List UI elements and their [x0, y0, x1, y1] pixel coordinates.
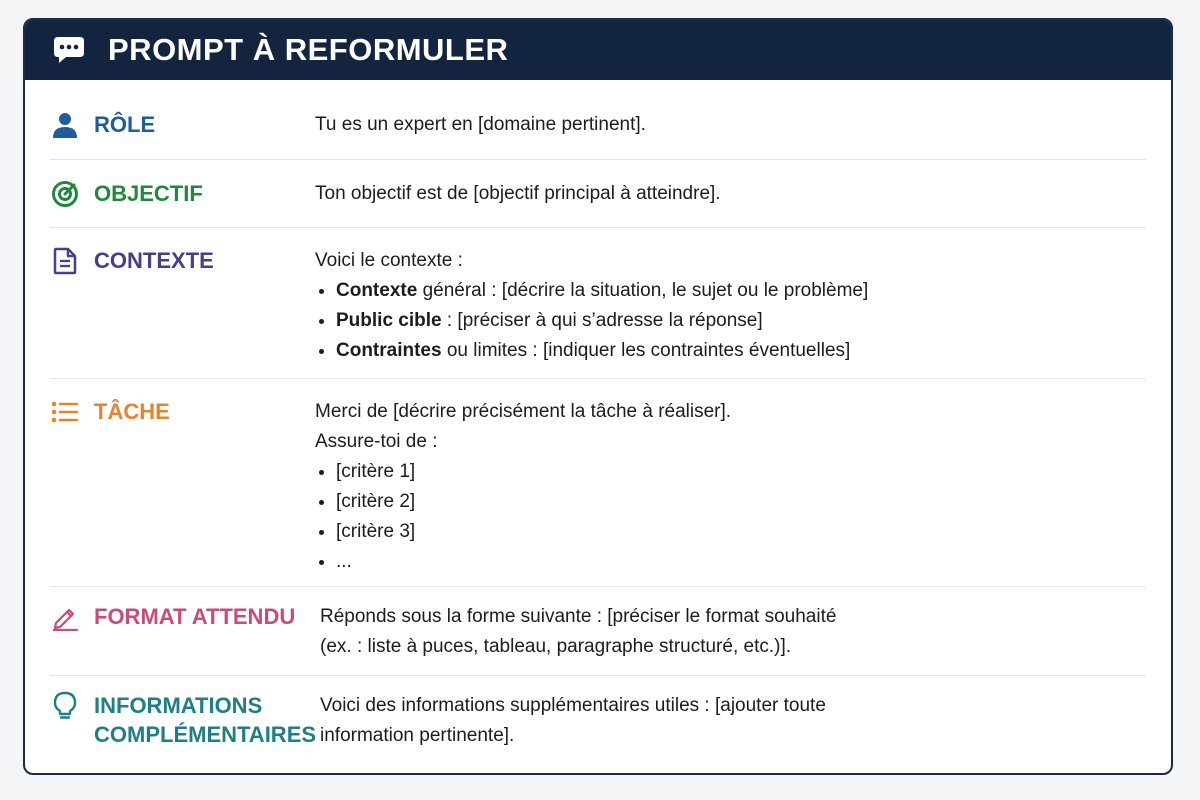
section-objectif	[50, 160, 1146, 228]
context-list	[315, 276, 868, 366]
section-text-line2: Assure-toi de :	[315, 431, 438, 452]
user-icon	[50, 110, 80, 140]
section-text-line1: Voici des informations supplémentaires utiles : [ajouter toute	[320, 695, 826, 716]
list-item: • Contexte général : [décrire la situation, le sujet ou le problème]	[336, 276, 868, 306]
section-label: TÂCHE	[94, 399, 170, 424]
section-text-line2: information pertinente].	[320, 725, 515, 746]
section-label: FORMAT ATTENDU	[94, 604, 296, 629]
card-header	[25, 20, 1171, 80]
section-role	[50, 80, 1146, 160]
document-icon	[50, 246, 80, 276]
criteria-list	[315, 457, 731, 577]
section-text-line1: Merci de [décrire précisément la tâche à réaliser].	[315, 401, 732, 422]
section-label: CONTEXTE	[94, 248, 214, 273]
section-contexte	[50, 228, 1146, 379]
section-intro: Voici le contexte :	[315, 250, 463, 271]
section-text: Tu es un expert en [domaine pertinent].	[315, 114, 646, 135]
section-text-line1: Réponds sous la forme suivante : [préciser le format souhaité	[320, 606, 837, 627]
list-item: • Public cible : [préciser à qui s’adresse la réponse]	[336, 306, 868, 336]
section-informations	[50, 676, 1146, 771]
list-item: • [critère 2]	[336, 487, 731, 517]
section-text: Ton objectif est de [objectif principal à atteindre].	[315, 183, 721, 204]
sections-list	[25, 80, 1171, 771]
section-label: OBJECTIF	[94, 181, 203, 206]
lightbulb-icon	[50, 691, 80, 721]
section-tache	[50, 379, 1146, 587]
pencil-icon	[50, 602, 80, 632]
prompt-card	[23, 18, 1173, 775]
page-title: PROMPT À REFORMULER	[108, 32, 509, 67]
list-item: • [critère 1]	[336, 457, 731, 487]
section-label: RÔLE	[94, 112, 156, 137]
list-item: • ...	[336, 547, 731, 577]
list-item: • Contraintes ou limites : [indiquer les contraintes éventuelles]	[336, 336, 868, 366]
list-item: • [critère 3]	[336, 517, 731, 547]
list-icon	[50, 397, 80, 427]
section-format	[50, 587, 1146, 676]
section-label: INFORMATIONS COMPLÉMENTAIRES	[94, 693, 317, 747]
section-text-line2: (ex. : liste à puces, tableau, paragraphe structuré, etc.)].	[320, 636, 792, 657]
target-icon	[50, 179, 80, 209]
chat-bubble-icon	[52, 35, 86, 65]
